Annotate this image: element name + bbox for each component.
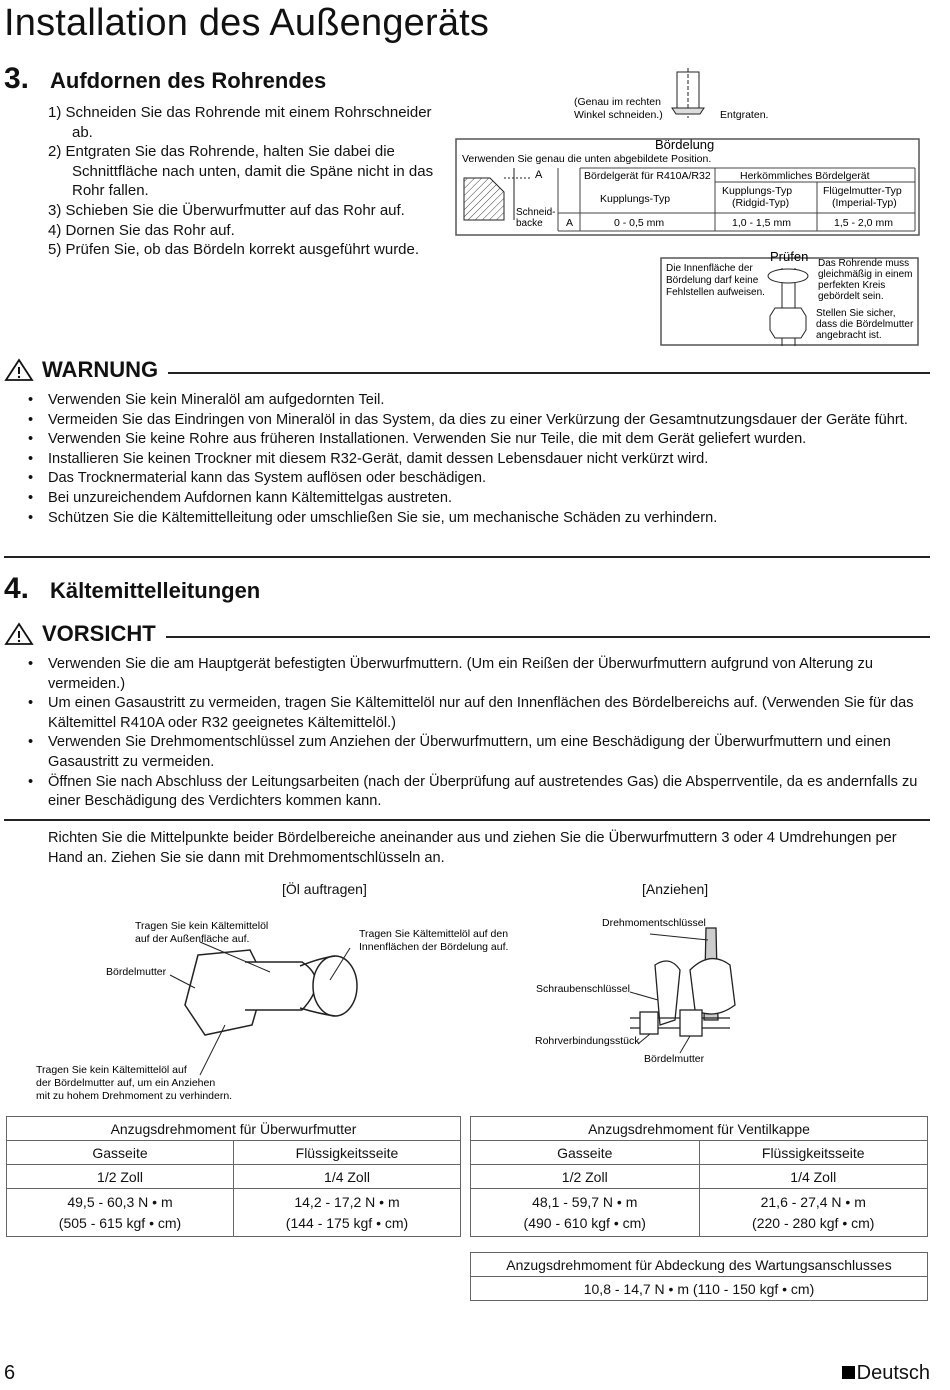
caution-icon bbox=[4, 622, 34, 646]
torque-nm: 14,2 - 17,2 N • m bbox=[294, 1193, 400, 1210]
size-liquid: 1/4 Zoll bbox=[234, 1165, 461, 1189]
pipe-cut-illustration bbox=[672, 68, 704, 118]
step-item: 3) Schieben Sie die Überwurfmutter auf das Rohr auf. bbox=[48, 201, 405, 219]
warning-list bbox=[24, 391, 934, 528]
value-imperial: 1,5 - 2,0 mm bbox=[834, 217, 893, 229]
service-torque-value: 10,8 - 14,7 N • m (110 - 150 kgf • cm) bbox=[471, 1277, 928, 1301]
torque-valve-table bbox=[470, 1116, 928, 1237]
heading-rule bbox=[168, 372, 930, 374]
cut-note-2: Winkel schneiden.) bbox=[574, 109, 663, 121]
check-inner-3: Fehlstellen aufweisen. bbox=[666, 287, 765, 298]
spanner-label: Schraubenschlüssel bbox=[536, 983, 630, 995]
warning-item: • Vermeiden Sie das Eindringen von Mineralöl in das System, da dies zu einer Verkürzung der Gesamtnutzungsdauer der Geräte führt. bbox=[24, 411, 934, 431]
oil-figure bbox=[30, 900, 520, 1110]
torque-kgf: (490 - 610 kgf • cm) bbox=[523, 1214, 646, 1231]
caution-heading bbox=[4, 621, 930, 647]
language-label bbox=[842, 1362, 930, 1385]
size-gas: 1/2 Zoll bbox=[471, 1165, 700, 1189]
section-3-heading bbox=[4, 62, 326, 96]
section-title: Aufdornen des Rohrendes bbox=[50, 68, 327, 93]
deburr-label: Entgraten. bbox=[720, 109, 769, 121]
col-gas: Gasseite bbox=[471, 1141, 700, 1165]
row-label-a: A bbox=[566, 217, 574, 229]
check-round-1: Das Rohrende muss bbox=[818, 258, 910, 269]
cut-note-1: (Genau im rechten bbox=[574, 96, 661, 108]
sub-ridgid-type-1: Kupplungs-Typ bbox=[722, 185, 793, 197]
value-ridgid: 1,0 - 1,5 mm bbox=[732, 217, 791, 229]
size-liquid: 1/4 Zoll bbox=[699, 1165, 928, 1189]
language-text: Deutsch bbox=[856, 1362, 930, 1384]
size-gas: 1/2 Zoll bbox=[7, 1165, 234, 1189]
check-nut-1: Stellen Sie sicher, bbox=[816, 308, 896, 319]
dimension-a-label: A bbox=[535, 169, 543, 181]
torque-gas-cell bbox=[7, 1189, 234, 1237]
section-divider bbox=[4, 819, 930, 821]
tighten-figure-title: [Anziehen] bbox=[642, 881, 709, 897]
torque-kgf: (505 - 615 kgf • cm) bbox=[58, 1214, 182, 1231]
die-label-2: backe bbox=[516, 218, 543, 229]
flare-nut-drawing bbox=[185, 950, 357, 1035]
warning-item: • Bei unzureichendem Aufdornen kann Kältemittelgas austreten. bbox=[24, 489, 934, 509]
oil-no-nut-2: der Bördelmutter auf, um ein Anziehen bbox=[36, 1077, 216, 1089]
instruction-paragraph: Richten Sie die Mittelpunkte beider Bördelbereiche aneinander aus und ziehen Sie die Überwurfmuttern 3 oder 4 Umdrehungen per Hand an. Ziehen Sie sie dann mit Drehmomentschlüsseln an. bbox=[48, 830, 897, 866]
torque-service-table bbox=[470, 1252, 928, 1301]
square-bullet-icon bbox=[842, 1366, 855, 1379]
heading-rule bbox=[166, 636, 930, 638]
warning-item: • Verwenden Sie kein Mineralöl am aufgedornten Teil. bbox=[24, 391, 934, 411]
sub-wing-type-2: (Imperial-Typ) bbox=[832, 197, 897, 209]
torque-nut-table bbox=[6, 1116, 461, 1237]
warning-item: • Verwenden Sie keine Rohre aus früheren Installationen. Verwenden Sie nur Teile, die mit dem Gerät geliefert wurden. bbox=[24, 430, 934, 450]
warning-item: • Installieren Sie keinen Trockner mit diesem R32-Gerät, damit dessen Lebensdauer nicht verkürzt wird. bbox=[24, 450, 934, 470]
flaring-figure bbox=[450, 68, 930, 348]
value-r410a: 0 - 0,5 mm bbox=[614, 217, 665, 229]
section-title: Kältemittelleitungen bbox=[50, 578, 261, 603]
torque-nm: 49,5 - 60,3 N • m bbox=[67, 1193, 173, 1210]
oil-no-outer-2: auf der Außenfläche auf. bbox=[135, 933, 250, 945]
step-item: 2) Entgraten Sie das Rohrende, halten Sie dabei die Schnittfläche nach unten, damit die Späne nicht in das Rohr fallen. bbox=[48, 143, 434, 200]
oil-no-nut-3: mit zu hohem Drehmoment zu verhindern. bbox=[36, 1090, 233, 1102]
torque-wrench-label: Drehmomentschlüssel bbox=[602, 917, 706, 929]
step-item: 1) Schneiden Sie das Rohrende mit einem Rohrschneider ab. bbox=[48, 104, 432, 141]
caution-list bbox=[24, 655, 934, 812]
caution-item: • Verwenden Sie Drehmomentschlüssel zum Anziehen der Überwurfmuttern, um eine Beschädigung der Überwurfmuttern und einen Gasaustritt zu vermeiden. bbox=[24, 733, 934, 772]
col-conventional: Herkömmliches Bördelgerät bbox=[740, 170, 870, 182]
torque-nm: 21,6 - 27,4 N • m bbox=[760, 1193, 866, 1210]
sub-ridgid-type-2: (Ridgid-Typ) bbox=[732, 197, 790, 209]
torque-kgf: (220 - 280 kgf • cm) bbox=[752, 1214, 875, 1231]
torque-nm: 48,1 - 59,7 N • m bbox=[532, 1193, 638, 1210]
torque-kgf: (144 - 175 kgf • cm) bbox=[285, 1214, 409, 1231]
table-title: Anzugsdrehmoment für Abdeckung des Wartungsanschlusses bbox=[471, 1253, 928, 1277]
die-label-1: Schneid- bbox=[516, 207, 556, 218]
col-flaring-tool: Bördelgerät für R410A/R32 bbox=[584, 170, 711, 182]
warning-icon bbox=[4, 358, 34, 382]
flaring-title: Bördelung bbox=[655, 137, 715, 152]
section-divider bbox=[4, 556, 930, 558]
step-item: 4) Dornen Sie das Rohr auf. bbox=[48, 221, 235, 239]
torque-gas-cell bbox=[471, 1189, 700, 1237]
section-number: 3. bbox=[4, 62, 30, 95]
flare-nut-label: Bördelmutter bbox=[644, 1053, 705, 1065]
caution-heading-text: VORSICHT bbox=[42, 621, 156, 646]
union-label: Rohrverbindungsstück bbox=[535, 1035, 640, 1047]
section-4-heading bbox=[4, 572, 260, 606]
check-round-4: gebördelt sein. bbox=[818, 291, 884, 302]
check-round-2: gleichmäßig in einem bbox=[818, 269, 913, 280]
caution-item: • Um einen Gasaustritt zu vermeiden, tragen Sie Kältemittelöl nur auf den Innenflächen des Bördelbereichs auf. (Verwenden Sie für das Kältemittel R410A oder R32 geeignetes Kältemittelöl.) bbox=[24, 694, 934, 733]
caution-item: • Verwenden Sie die am Hauptgerät befestigten Überwurfmuttern. (Um ein Reißen der Überwurfmuttern aufgrund von Alterung zu vermeiden.) bbox=[24, 655, 934, 694]
oil-figure-title: [Öl auftragen] bbox=[282, 881, 367, 897]
wrench-hands-drawing bbox=[630, 928, 735, 1036]
col-liquid: Flüssigkeitsseite bbox=[699, 1141, 928, 1165]
col-gas: Gasseite bbox=[7, 1141, 234, 1165]
warning-heading-text: WARNUNG bbox=[42, 357, 159, 382]
col-liquid: Flüssigkeitsseite bbox=[234, 1141, 461, 1165]
page-title: Installation des Außengeräts bbox=[4, 2, 490, 44]
flaring-subtitle: Verwenden Sie genau die unten abgebildete Position. bbox=[462, 153, 712, 165]
warning-item: • Das Trocknermaterial kann das System auflösen oder beschädigen. bbox=[24, 469, 934, 489]
check-round-3: perfekten Kreis bbox=[818, 280, 886, 291]
sub-clutch-type: Kupplungs-Typ bbox=[600, 193, 671, 205]
table-title: Anzugsdrehmoment für Überwurfmutter bbox=[7, 1117, 461, 1141]
oil-no-outer-1: Tragen Sie kein Kältemittelöl bbox=[135, 920, 269, 932]
check-inner-1: Die Innenfläche der bbox=[666, 263, 753, 274]
oil-no-nut-1: Tragen Sie kein Kältemittelöl auf bbox=[36, 1064, 187, 1076]
caution-item: • Öffnen Sie nach Abschluss der Leitungsarbeiten (nach der Überprüfung auf austretendes Gas) die Absperrventile, da es andernfalls zu einer Beschädigung des Verdichters kommen kann. bbox=[24, 773, 934, 812]
check-inner-2: Bördelung darf keine bbox=[666, 275, 759, 286]
torque-liquid-cell bbox=[699, 1189, 928, 1237]
step-item: 5) Prüfen Sie, ob das Bördeln korrekt ausgeführt wurde. bbox=[48, 241, 420, 259]
page-number: 6 bbox=[4, 1362, 16, 1384]
oil-inner-1: Tragen Sie Kältemittelöl auf den bbox=[359, 928, 509, 940]
flaring-steps bbox=[48, 103, 443, 260]
torque-liquid-cell bbox=[234, 1189, 461, 1237]
section-number: 4. bbox=[4, 572, 30, 605]
check-nut-2: dass die Bördelmutter bbox=[816, 319, 914, 330]
warning-heading bbox=[4, 357, 930, 383]
tighten-figure bbox=[530, 910, 760, 1070]
oil-flare-nut: Bördelmutter bbox=[106, 966, 167, 978]
check-title: Prüfen bbox=[770, 249, 809, 264]
warning-item: • Schützen Sie die Kältemittelleitung oder umschließen Sie sie, um mechanische Schäden zu verhindern. bbox=[24, 509, 934, 529]
sub-wing-type-1: Flügelmutter-Typ bbox=[823, 185, 902, 197]
table-title: Anzugsdrehmoment für Ventilkappe bbox=[471, 1117, 928, 1141]
oil-inner-2: Innenflächen der Bördelung auf. bbox=[359, 941, 509, 953]
check-nut-3: angebracht ist. bbox=[816, 330, 882, 341]
